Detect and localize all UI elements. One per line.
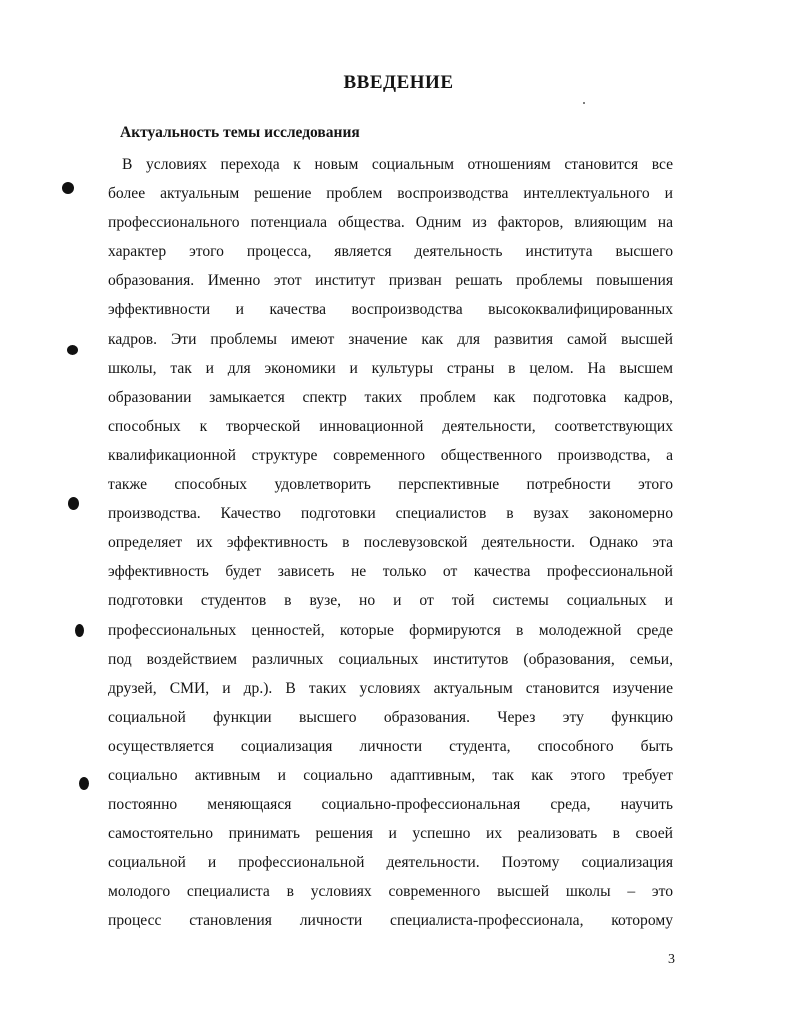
text-line: профессиональных ценностей, которые формируются в молодежной среде <box>108 621 673 639</box>
text-line: способных к творческой инновационной деятельности, соответствующих <box>108 417 673 435</box>
text-line: подготовки студентов в вузе, но и от той системы социальных и <box>108 592 673 610</box>
text-line: производства. Качество подготовки специалистов в вузах закономерно <box>108 505 673 523</box>
text-line: молодого специалиста в условиях современного высшей школы – это <box>108 883 673 901</box>
text-line: постоянно меняющаяся социально-профессиональная среда, научить <box>108 796 673 814</box>
binder-hole-mark <box>68 497 79 510</box>
page-title: ВВЕДЕНИЕ <box>343 72 454 93</box>
binder-hole-mark <box>67 345 78 355</box>
text-line: также способных удовлетворить перспективные потребности этого <box>108 476 673 494</box>
text-line: самостоятельно принимать решения и успешно их реализовать в своей <box>108 825 673 843</box>
text-line: под воздействием различных социальных институтов (образования, семьи, <box>108 650 673 668</box>
text-line: социальной функции высшего образования. Через эту функцию <box>108 708 673 726</box>
text-line: квалификационной структуре современного общественного производства, а <box>108 446 673 464</box>
page-number: 3 <box>668 952 675 967</box>
text-line: образовании замыкается спектр таких проблем как подготовка кадров, <box>108 388 673 406</box>
text-line: более актуальным решение проблем воспроизводства интеллектуального и <box>108 185 673 203</box>
text-line: друзей, СМИ, и др.). В таких условиях актуальным становится изучение <box>108 679 673 697</box>
binder-hole-mark <box>75 624 84 637</box>
text-line: школы, так и для экономики и культуры страны в целом. На высшем <box>108 359 673 377</box>
text-line: кадров. Эти проблемы имеют значение как для развития самой высшей <box>108 330 673 348</box>
text-line: образования. Именно этот институт призван решать проблемы повышения <box>108 272 673 290</box>
text-line: В условиях перехода к новым социальным отношениям становится все <box>122 156 673 173</box>
text-line: процесс становления личности специалиста-профессионала, которому <box>108 912 673 930</box>
body-paragraph <box>108 150 673 936</box>
section-heading: Актуальность темы исследования <box>120 124 360 141</box>
binder-hole-mark <box>79 777 89 790</box>
text-line: характер этого процесса, является деятельность института высшего <box>108 243 673 261</box>
binder-hole-mark <box>62 182 74 194</box>
text-line: социально активным и социально адаптивным, так как этого требует <box>108 766 673 784</box>
text-line: эффективности и качества воспроизводства высококвалифицированных <box>108 301 673 319</box>
text-line: осуществляется социализация личности студента, способного быть <box>108 737 673 755</box>
scan-speck <box>583 102 585 104</box>
text-line: профессионального потенциала общества. Одним из факторов, влияющим на <box>108 214 673 232</box>
text-line: определяет их эффективность в послевузовской деятельности. Однако эта <box>108 534 673 552</box>
text-line: социальной и профессиональной деятельности. Поэтому социализация <box>108 854 673 872</box>
text-line: эффективность будет зависеть не только от качества профессиональной <box>108 563 673 581</box>
